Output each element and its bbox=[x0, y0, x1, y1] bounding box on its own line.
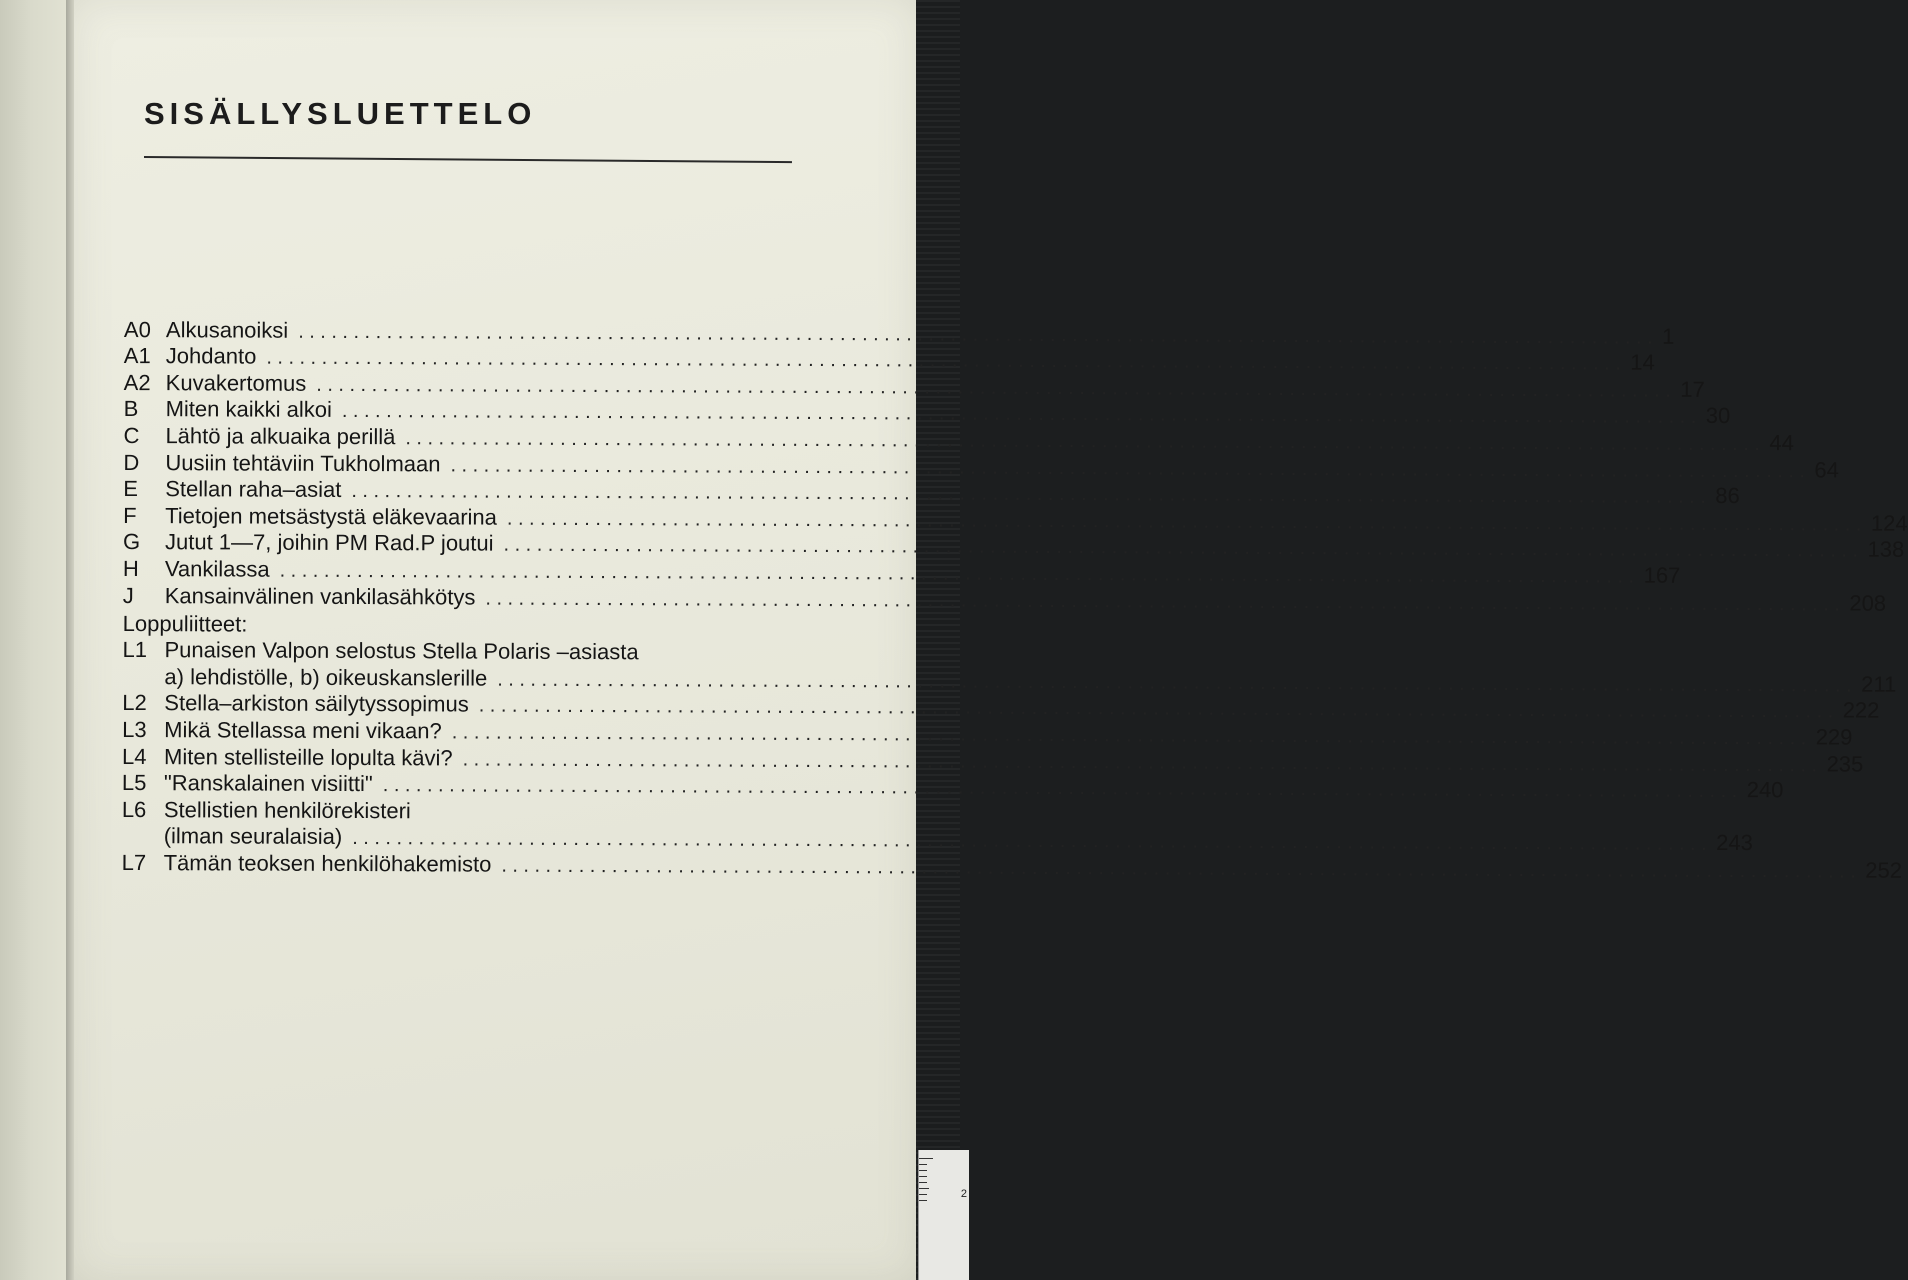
entry-title: Punaisen Valpon selostus Stella Polaris –asiasta bbox=[164, 637, 639, 665]
entry-page-number: 44 bbox=[1769, 430, 1794, 456]
entry-code: C bbox=[123, 422, 140, 449]
entry-page-number: 14 bbox=[1630, 349, 1655, 375]
dot-leader: ........................................................................................................................... bbox=[506, 507, 1867, 536]
dot-leader: ........................................................................................................................... bbox=[382, 774, 1743, 803]
entry-code: E bbox=[123, 476, 138, 502]
entry-page-number: 235 bbox=[1826, 750, 1864, 777]
dot-leader: ........................................................................................................................... bbox=[279, 559, 1640, 588]
dot-leader: ........................................................................................................................... bbox=[316, 373, 1677, 402]
toc-entry bbox=[121, 769, 1784, 803]
toc-entry bbox=[122, 716, 1853, 750]
entry-code: A0 bbox=[123, 316, 151, 342]
entry-page-number: 17 bbox=[1680, 376, 1705, 402]
table-of-contents bbox=[121, 316, 1908, 883]
entry-title: Johdanto bbox=[165, 343, 257, 369]
dot-leader: ........................................................................................................................... bbox=[352, 827, 1713, 856]
dot-leader: ........................................................................................................................... bbox=[450, 453, 1811, 482]
toc-entry bbox=[123, 316, 1675, 349]
entry-code: L3 bbox=[122, 716, 147, 743]
entry-page-number: 30 bbox=[1705, 403, 1731, 429]
entry-title: a) lehdistölle, b) oikeuskanslerille bbox=[164, 663, 488, 691]
toc-entry bbox=[123, 396, 1731, 429]
entry-code: A2 bbox=[123, 369, 151, 395]
entry-title: Uusiin tehtäviin Tukholmaan bbox=[165, 449, 441, 476]
toc-entry bbox=[123, 476, 1740, 509]
dot-leader: ........................................................................................................................... bbox=[266, 346, 1627, 375]
entry-title: Miten kaikki alkoi bbox=[165, 396, 332, 423]
entry-page-number: 1 bbox=[1662, 323, 1675, 349]
toc-entry bbox=[123, 343, 1655, 375]
entry-title: "Ranskalainen visiitti" bbox=[163, 770, 373, 797]
dot-leader: ........................................................................................................................... bbox=[485, 587, 1846, 616]
entry-code: G bbox=[122, 529, 141, 555]
dot-leader: ........................................................................................................................... bbox=[503, 534, 1864, 562]
entry-code: L2 bbox=[122, 690, 147, 716]
toc-entry bbox=[122, 690, 1880, 723]
entry-page-number: 243 bbox=[1716, 830, 1753, 856]
dot-leader: ........................................................................................................................... bbox=[341, 400, 1702, 429]
entry-code: J bbox=[122, 582, 134, 608]
toc-entry bbox=[122, 555, 1681, 588]
entry-title: Alkusanoiksi bbox=[165, 316, 289, 343]
toc-entry bbox=[123, 449, 1840, 483]
entry-title: Kansainvälinen vankilasähkötys bbox=[164, 582, 476, 610]
entry-code: L5 bbox=[121, 770, 147, 796]
dot-leader: ........................................................................................................................... bbox=[351, 480, 1712, 509]
ruler-number: 2 bbox=[960, 1188, 967, 1200]
dot-leader: ........................................................................................................................... bbox=[497, 668, 1858, 697]
entry-title: Vankilassa bbox=[164, 556, 270, 582]
toc-entry bbox=[123, 369, 1705, 402]
entry-code: A1 bbox=[123, 343, 151, 369]
entry-code: L6 bbox=[121, 796, 147, 822]
toc-entry bbox=[122, 529, 1905, 563]
toc-entry bbox=[123, 422, 1794, 456]
toc-entry bbox=[122, 663, 1897, 697]
entry-title: Kuvakertomus bbox=[165, 369, 307, 396]
entry-title: Tietojen metsästystä eläkevaarina bbox=[165, 502, 497, 530]
entry-code: D bbox=[123, 449, 140, 475]
entry-title: Stellistien henkilörekisteri bbox=[163, 796, 411, 823]
dot-leader: ........................................................................................................................... bbox=[451, 721, 1812, 750]
appendix-heading-label: Loppuliitteet: bbox=[122, 610, 248, 637]
entry-title: Stellan raha–asiat bbox=[165, 476, 342, 503]
toc-entry-line bbox=[122, 796, 812, 826]
entry-page-number: 229 bbox=[1815, 724, 1853, 750]
entry-page-number: 167 bbox=[1643, 562, 1681, 588]
entry-page-number: 222 bbox=[1842, 697, 1880, 723]
entry-title: Lähtö ja alkuaika perillä bbox=[165, 423, 396, 450]
dot-leader: ........................................................................................................................... bbox=[478, 694, 1839, 723]
entry-page-number: 211 bbox=[1861, 671, 1897, 697]
entry-title: Miten stellisteille lopulta kävi? bbox=[164, 743, 453, 770]
dot-leader: ........................................................................................................................... bbox=[298, 320, 1659, 349]
entry-page-number: 124 bbox=[1870, 510, 1908, 536]
entry-page-number: 138 bbox=[1867, 536, 1905, 563]
dot-leader: ........................................................................................................................... bbox=[405, 427, 1766, 456]
toc-entry bbox=[121, 849, 1903, 883]
entry-page-number: 252 bbox=[1865, 857, 1903, 883]
page-title: SISÄLLYSLUETTELO bbox=[144, 96, 537, 131]
measuring-ruler bbox=[918, 1150, 969, 1280]
toc-entry-line bbox=[122, 637, 812, 667]
dot-leader: ........................................................................................................................... bbox=[462, 747, 1823, 776]
entry-code: B bbox=[123, 396, 139, 422]
entry-title: Mikä Stellassa meni vikaan? bbox=[164, 717, 442, 744]
dot-leader: ........................................................................................................................... bbox=[501, 854, 1862, 883]
entry-code: F bbox=[123, 502, 137, 528]
entry-title: Jutut 1—7, joihin PM Rad.P joutui bbox=[164, 529, 494, 556]
entry-code: L7 bbox=[121, 849, 147, 875]
entry-page-number: 64 bbox=[1814, 456, 1840, 483]
toc-entry bbox=[122, 743, 1864, 777]
entry-page-number: 208 bbox=[1849, 590, 1887, 616]
background-right bbox=[916, 0, 960, 1280]
entry-title: Tämän teoksen henkilöhakemisto bbox=[163, 850, 492, 877]
entry-code: L4 bbox=[122, 743, 147, 769]
appendix-heading bbox=[123, 609, 813, 640]
entry-title: (ilman seuralaisia) bbox=[163, 823, 343, 850]
entry-code: L1 bbox=[122, 637, 148, 663]
toc-entry bbox=[123, 502, 1908, 536]
entry-code: H bbox=[122, 555, 139, 582]
entry-title: Stella–arkiston säilytyssopimus bbox=[164, 690, 469, 717]
entry-page-number: 86 bbox=[1715, 483, 1740, 509]
toc-entry bbox=[122, 823, 1753, 856]
toc-entry bbox=[122, 582, 1887, 616]
entry-page-number: 240 bbox=[1746, 777, 1784, 803]
